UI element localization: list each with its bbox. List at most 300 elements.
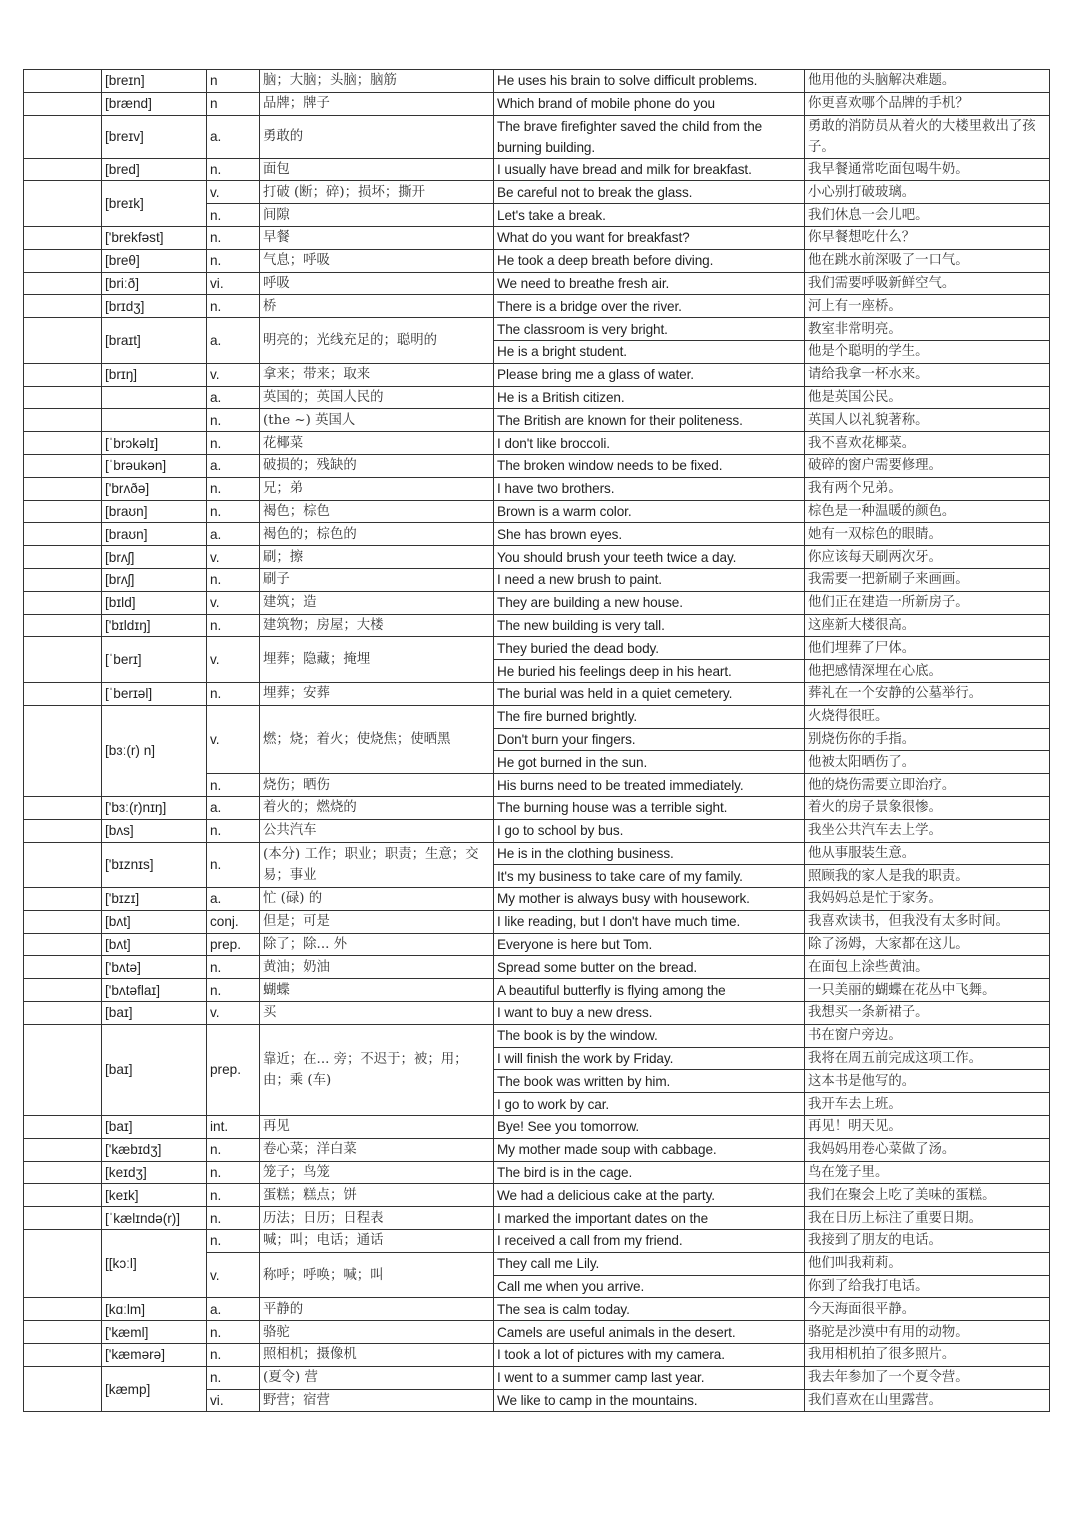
example-chinese-cell: 我开车去上班。 bbox=[805, 1093, 1050, 1116]
table-row bbox=[24, 1184, 1050, 1207]
part-of-speech-cell: n. bbox=[207, 500, 260, 523]
example-english-cell: He got burned in the sun. bbox=[494, 751, 805, 774]
table-row bbox=[24, 546, 1050, 569]
word-cell bbox=[24, 181, 102, 227]
meaning-cell: 照相机；摄像机 bbox=[260, 1344, 494, 1367]
example-chinese-cell: 这座新大楼很高。 bbox=[805, 614, 1050, 637]
meaning-cell: 历法；日历；日程表 bbox=[260, 1207, 494, 1230]
phonetic-cell: [breɪk] bbox=[102, 181, 207, 227]
example-english-cell: The burning house was a terrible sight. bbox=[494, 796, 805, 819]
example-english-cell: The fire burned brightly. bbox=[494, 705, 805, 728]
table-row bbox=[24, 386, 1050, 409]
example-english-cell: My mother is always busy with housework. bbox=[494, 888, 805, 911]
example-chinese-cell: 我不喜欢花椰菜。 bbox=[805, 432, 1050, 455]
word-cell bbox=[24, 842, 102, 888]
table-row bbox=[24, 295, 1050, 318]
example-english-cell: Everyone is here but Tom. bbox=[494, 933, 805, 956]
phonetic-cell: ['brekfəst] bbox=[102, 226, 207, 249]
word-cell bbox=[24, 249, 102, 272]
part-of-speech-cell: n bbox=[207, 92, 260, 115]
part-of-speech-cell: a. bbox=[207, 454, 260, 477]
part-of-speech-cell: n. bbox=[207, 477, 260, 500]
meaning-cell: 埋葬；隐藏；掩埋 bbox=[260, 637, 494, 683]
phonetic-cell: ['bɪzɪ] bbox=[102, 888, 207, 911]
part-of-speech-cell: n. bbox=[207, 1138, 260, 1161]
example-english-cell: I usually have bread and milk for breakfast. bbox=[494, 158, 805, 181]
phonetic-cell: [bɪld] bbox=[102, 591, 207, 614]
word-cell bbox=[24, 910, 102, 933]
table-row bbox=[24, 956, 1050, 979]
word-cell bbox=[24, 386, 102, 409]
example-chinese-cell: 在面包上涂些黄油。 bbox=[805, 956, 1050, 979]
meaning-cell: (本分) 工作；职业；职责；生意；交易；事业 bbox=[260, 842, 494, 888]
example-chinese-cell: 破碎的窗户需要修理。 bbox=[805, 454, 1050, 477]
word-cell bbox=[24, 1002, 102, 1025]
example-english-cell: I need a new brush to paint. bbox=[494, 568, 805, 591]
meaning-cell: 面包 bbox=[260, 158, 494, 181]
example-english-cell: He took a deep breath before diving. bbox=[494, 249, 805, 272]
word-cell bbox=[24, 1138, 102, 1161]
example-chinese-cell: 我接到了朋友的电话。 bbox=[805, 1230, 1050, 1253]
example-english-cell: She has brown eyes. bbox=[494, 523, 805, 546]
meaning-cell: 褐色的；棕色的 bbox=[260, 523, 494, 546]
phonetic-cell: [ˈbrɔkəlɪ] bbox=[102, 432, 207, 455]
part-of-speech-cell: n. bbox=[207, 842, 260, 888]
word-cell bbox=[24, 226, 102, 249]
example-english-cell: The book is by the window. bbox=[494, 1024, 805, 1047]
phonetic-cell: [brɪŋ] bbox=[102, 363, 207, 386]
meaning-cell: 破损的；残缺的 bbox=[260, 454, 494, 477]
meaning-cell: 早餐 bbox=[260, 226, 494, 249]
example-english-cell: There is a bridge over the river. bbox=[494, 295, 805, 318]
part-of-speech-cell: prep. bbox=[207, 1024, 260, 1115]
word-cell bbox=[24, 637, 102, 683]
example-chinese-cell: 再见！明天见。 bbox=[805, 1116, 1050, 1139]
word-cell bbox=[24, 477, 102, 500]
part-of-speech-cell: v. bbox=[207, 637, 260, 683]
phonetic-cell: [bʌt] bbox=[102, 933, 207, 956]
meaning-cell: 平静的 bbox=[260, 1298, 494, 1321]
table-row bbox=[24, 1344, 1050, 1367]
meaning-cell: 埋葬；安葬 bbox=[260, 682, 494, 705]
phonetic-cell bbox=[102, 409, 207, 432]
word-cell bbox=[24, 979, 102, 1002]
phonetic-cell: [breɪv] bbox=[102, 115, 207, 158]
part-of-speech-cell: n. bbox=[207, 204, 260, 227]
example-chinese-cell: 他是个聪明的学生。 bbox=[805, 340, 1050, 363]
phonetic-cell: [kæmp] bbox=[102, 1366, 207, 1412]
table-row bbox=[24, 1161, 1050, 1184]
part-of-speech-cell: n. bbox=[207, 409, 260, 432]
meaning-cell: 品牌；牌子 bbox=[260, 92, 494, 115]
example-chinese-cell: 我用相机拍了很多照片。 bbox=[805, 1344, 1050, 1367]
table-row bbox=[24, 249, 1050, 272]
phonetic-cell: [brʌʃ] bbox=[102, 568, 207, 591]
word-cell bbox=[24, 682, 102, 705]
example-chinese-cell: 勇敢的消防员从着火的大楼里救出了孩子。 bbox=[805, 115, 1050, 158]
example-chinese-cell: 教室非常明亮。 bbox=[805, 318, 1050, 341]
part-of-speech-cell: a. bbox=[207, 318, 260, 364]
meaning-cell: 除了；除... 外 bbox=[260, 933, 494, 956]
table-row bbox=[24, 70, 1050, 93]
table-row bbox=[24, 432, 1050, 455]
word-cell bbox=[24, 1184, 102, 1207]
table-row bbox=[24, 682, 1050, 705]
example-chinese-cell: 我妈妈总是忙于家务。 bbox=[805, 888, 1050, 911]
meaning-cell: 笼子；鸟笼 bbox=[260, 1161, 494, 1184]
table-row bbox=[24, 637, 1050, 660]
meaning-cell: 买 bbox=[260, 1002, 494, 1025]
table-row bbox=[24, 842, 1050, 865]
part-of-speech-cell: n. bbox=[207, 819, 260, 842]
word-cell bbox=[24, 272, 102, 295]
example-english-cell: I go to work by car. bbox=[494, 1093, 805, 1116]
word-cell bbox=[24, 1207, 102, 1230]
part-of-speech-cell: n. bbox=[207, 682, 260, 705]
part-of-speech-cell: n. bbox=[207, 1207, 260, 1230]
example-chinese-cell: 除了汤姆，大家都在这儿。 bbox=[805, 933, 1050, 956]
word-cell bbox=[24, 295, 102, 318]
phonetic-cell: [breɪn] bbox=[102, 70, 207, 93]
part-of-speech-cell: v. bbox=[207, 181, 260, 204]
example-english-cell: Please bring me a glass of water. bbox=[494, 363, 805, 386]
meaning-cell: 建筑物；房屋；大楼 bbox=[260, 614, 494, 637]
word-cell bbox=[24, 1161, 102, 1184]
example-chinese-cell: 你应该每天刷两次牙。 bbox=[805, 546, 1050, 569]
part-of-speech-cell: a. bbox=[207, 888, 260, 911]
phonetic-cell: [bʌs] bbox=[102, 819, 207, 842]
table-row bbox=[24, 888, 1050, 911]
meaning-cell: 勇敢的 bbox=[260, 115, 494, 158]
example-english-cell: The bird is in the cage. bbox=[494, 1161, 805, 1184]
part-of-speech-cell: v. bbox=[207, 363, 260, 386]
phonetic-cell: [braʊn] bbox=[102, 500, 207, 523]
part-of-speech-cell: n. bbox=[207, 1184, 260, 1207]
table-row bbox=[24, 568, 1050, 591]
example-english-cell: They call me Lily. bbox=[494, 1252, 805, 1275]
meaning-cell: 喊；叫；电话；通话 bbox=[260, 1230, 494, 1253]
phonetic-cell: [keɪk] bbox=[102, 1184, 207, 1207]
example-chinese-cell: 我有两个兄弟。 bbox=[805, 477, 1050, 500]
meaning-cell: 燃；烧；着火；使烧焦；使晒黑 bbox=[260, 705, 494, 773]
meaning-cell: 靠近；在... 旁；不迟于；被；用；由；乘 (车) bbox=[260, 1024, 494, 1115]
word-cell bbox=[24, 1298, 102, 1321]
phonetic-cell: [brænd] bbox=[102, 92, 207, 115]
word-cell bbox=[24, 409, 102, 432]
example-english-cell: We like to camp in the mountains. bbox=[494, 1389, 805, 1412]
example-english-cell: I will finish the work by Friday. bbox=[494, 1047, 805, 1070]
table-row bbox=[24, 1138, 1050, 1161]
word-cell bbox=[24, 523, 102, 546]
example-english-cell: He is a bright student. bbox=[494, 340, 805, 363]
meaning-cell: 蛋糕；糕点；饼 bbox=[260, 1184, 494, 1207]
example-chinese-cell: 骆驼是沙漠中有用的动物。 bbox=[805, 1321, 1050, 1344]
example-chinese-cell: 火烧得很旺。 bbox=[805, 705, 1050, 728]
example-chinese-cell: 我们喜欢在山里露营。 bbox=[805, 1389, 1050, 1412]
part-of-speech-cell: v. bbox=[207, 546, 260, 569]
table-row bbox=[24, 523, 1050, 546]
example-english-cell: I marked the important dates on the bbox=[494, 1207, 805, 1230]
part-of-speech-cell: n. bbox=[207, 249, 260, 272]
word-cell bbox=[24, 614, 102, 637]
word-cell bbox=[24, 888, 102, 911]
phonetic-cell: [braʊn] bbox=[102, 523, 207, 546]
example-chinese-cell: 一只美丽的蝴蝶在花丛中飞舞。 bbox=[805, 979, 1050, 1002]
example-chinese-cell: 你更喜欢哪个品牌的手机？ bbox=[805, 92, 1050, 115]
example-chinese-cell: 棕色是一种温暖的颜色。 bbox=[805, 500, 1050, 523]
example-english-cell: His burns need to be treated immediately. bbox=[494, 774, 805, 797]
part-of-speech-cell: n. bbox=[207, 614, 260, 637]
example-english-cell: Brown is a warm color. bbox=[494, 500, 805, 523]
phonetic-cell: ['kæbɪdʒ] bbox=[102, 1138, 207, 1161]
table-row bbox=[24, 1002, 1050, 1025]
table-row bbox=[24, 979, 1050, 1002]
example-chinese-cell: 照顾我的家人是我的职责。 bbox=[805, 865, 1050, 888]
part-of-speech-cell: n. bbox=[207, 979, 260, 1002]
example-chinese-cell: 我喜欢读书，但我没有太多时间。 bbox=[805, 910, 1050, 933]
example-english-cell: It's my business to take care of my family. bbox=[494, 865, 805, 888]
meaning-cell: 野营；宿营 bbox=[260, 1389, 494, 1412]
table-row bbox=[24, 92, 1050, 115]
part-of-speech-cell: a. bbox=[207, 523, 260, 546]
example-english-cell: My mother made soup with cabbage. bbox=[494, 1138, 805, 1161]
phonetic-cell: ['kæmərə] bbox=[102, 1344, 207, 1367]
example-chinese-cell: 我们需要呼吸新鲜空气。 bbox=[805, 272, 1050, 295]
part-of-speech-cell: n. bbox=[207, 226, 260, 249]
word-cell bbox=[24, 1024, 102, 1115]
example-chinese-cell: 她有一双棕色的眼睛。 bbox=[805, 523, 1050, 546]
example-chinese-cell: 我妈妈用卷心菜做了汤。 bbox=[805, 1138, 1050, 1161]
table-row bbox=[24, 1366, 1050, 1389]
example-chinese-cell: 他把感情深埋在心底。 bbox=[805, 660, 1050, 683]
meaning-cell: 公共汽车 bbox=[260, 819, 494, 842]
meaning-cell: 刷子 bbox=[260, 568, 494, 591]
table-row bbox=[24, 1321, 1050, 1344]
example-english-cell: You should brush your teeth twice a day. bbox=[494, 546, 805, 569]
example-chinese-cell: 今天海面很平静。 bbox=[805, 1298, 1050, 1321]
meaning-cell: 蝴蝶 bbox=[260, 979, 494, 1002]
table-row bbox=[24, 591, 1050, 614]
part-of-speech-cell: conj. bbox=[207, 910, 260, 933]
vocabulary-table-body bbox=[24, 70, 1050, 1412]
example-english-cell: They buried the dead body. bbox=[494, 637, 805, 660]
example-chinese-cell: 别烧伤你的手指。 bbox=[805, 728, 1050, 751]
phonetic-cell: [ˈberɪ] bbox=[102, 637, 207, 683]
phonetic-cell: [bred] bbox=[102, 158, 207, 181]
example-english-cell: I went to a summer camp last year. bbox=[494, 1366, 805, 1389]
example-english-cell: Be careful not to break the glass. bbox=[494, 181, 805, 204]
table-row bbox=[24, 409, 1050, 432]
table-row bbox=[24, 115, 1050, 158]
example-chinese-cell: 他被太阳晒伤了。 bbox=[805, 751, 1050, 774]
phonetic-cell: [ˈberɪəl] bbox=[102, 682, 207, 705]
phonetic-cell: [bɜː(r) n] bbox=[102, 705, 207, 796]
example-chinese-cell: 我早餐通常吃面包喝牛奶。 bbox=[805, 158, 1050, 181]
meaning-cell: 呼吸 bbox=[260, 272, 494, 295]
example-english-cell: The classroom is very bright. bbox=[494, 318, 805, 341]
phonetic-cell: [briːð] bbox=[102, 272, 207, 295]
word-cell bbox=[24, 1116, 102, 1139]
table-row bbox=[24, 1298, 1050, 1321]
word-cell bbox=[24, 1366, 102, 1412]
word-cell bbox=[24, 432, 102, 455]
example-chinese-cell: 我在日历上标注了重要日期。 bbox=[805, 1207, 1050, 1230]
table-row bbox=[24, 318, 1050, 341]
part-of-speech-cell: a. bbox=[207, 1298, 260, 1321]
example-chinese-cell: 我去年参加了一个夏令营。 bbox=[805, 1366, 1050, 1389]
phonetic-cell: ['bʌtə] bbox=[102, 956, 207, 979]
example-chinese-cell: 他是英国公民。 bbox=[805, 386, 1050, 409]
phonetic-cell bbox=[102, 386, 207, 409]
example-english-cell: I received a call from my friend. bbox=[494, 1230, 805, 1253]
part-of-speech-cell: n. bbox=[207, 1230, 260, 1253]
word-cell bbox=[24, 956, 102, 979]
example-chinese-cell: 我想买一条新裙子。 bbox=[805, 1002, 1050, 1025]
part-of-speech-cell: vi. bbox=[207, 1389, 260, 1412]
example-chinese-cell: 着火的房子景象很惨。 bbox=[805, 796, 1050, 819]
meaning-cell: 打破 (断；碎)；损坏；撕开 bbox=[260, 181, 494, 204]
meaning-cell: 间隙 bbox=[260, 204, 494, 227]
example-chinese-cell: 我将在周五前完成这项工作。 bbox=[805, 1047, 1050, 1070]
meaning-cell: 烧伤；晒伤 bbox=[260, 774, 494, 797]
table-row bbox=[24, 705, 1050, 728]
phonetic-cell: ['bɜː(r)nɪŋ] bbox=[102, 796, 207, 819]
phonetic-cell: [baɪ] bbox=[102, 1002, 207, 1025]
meaning-cell: 拿来；带来；取来 bbox=[260, 363, 494, 386]
example-english-cell: I want to buy a new dress. bbox=[494, 1002, 805, 1025]
part-of-speech-cell: vi. bbox=[207, 272, 260, 295]
word-cell bbox=[24, 500, 102, 523]
word-cell bbox=[24, 454, 102, 477]
example-english-cell: The new building is very tall. bbox=[494, 614, 805, 637]
word-cell bbox=[24, 1344, 102, 1367]
part-of-speech-cell: n. bbox=[207, 432, 260, 455]
word-cell bbox=[24, 363, 102, 386]
part-of-speech-cell: v. bbox=[207, 1252, 260, 1298]
word-cell bbox=[24, 796, 102, 819]
meaning-cell: 骆驼 bbox=[260, 1321, 494, 1344]
example-english-cell: The brave firefighter saved the child from the burning building. bbox=[494, 115, 805, 158]
phonetic-cell: ['bʌtəflaɪ] bbox=[102, 979, 207, 1002]
meaning-cell: 但是；可是 bbox=[260, 910, 494, 933]
example-english-cell: Let's take a break. bbox=[494, 204, 805, 227]
word-cell bbox=[24, 115, 102, 158]
phonetic-cell: [ˈbrəukən] bbox=[102, 454, 207, 477]
example-english-cell: A beautiful butterfly is flying among the bbox=[494, 979, 805, 1002]
table-row bbox=[24, 272, 1050, 295]
example-chinese-cell: 你早餐想吃什么？ bbox=[805, 226, 1050, 249]
part-of-speech-cell: v. bbox=[207, 591, 260, 614]
word-cell bbox=[24, 92, 102, 115]
example-chinese-cell: 他从事服装生意。 bbox=[805, 842, 1050, 865]
example-chinese-cell: 葬礼在一个安静的公墓举行。 bbox=[805, 682, 1050, 705]
example-english-cell: The burial was held in a quiet cemetery. bbox=[494, 682, 805, 705]
example-chinese-cell: 小心别打破玻璃。 bbox=[805, 181, 1050, 204]
phonetic-cell: [brɪdʒ] bbox=[102, 295, 207, 318]
table-row bbox=[24, 363, 1050, 386]
part-of-speech-cell: v. bbox=[207, 1002, 260, 1025]
example-chinese-cell: 他们正在建造一所新房子。 bbox=[805, 591, 1050, 614]
table-row bbox=[24, 1024, 1050, 1047]
meaning-cell: 着火的；燃烧的 bbox=[260, 796, 494, 819]
vocabulary-table bbox=[23, 69, 1050, 1412]
example-chinese-cell: 他用他的头脑解决难题。 bbox=[805, 70, 1050, 93]
phonetic-cell: ['brʌðə] bbox=[102, 477, 207, 500]
example-english-cell: I go to school by bus. bbox=[494, 819, 805, 842]
example-chinese-cell: 我们休息一会儿吧。 bbox=[805, 204, 1050, 227]
phonetic-cell: [baɪ] bbox=[102, 1024, 207, 1115]
phonetic-cell: [[kɔːl] bbox=[102, 1230, 207, 1298]
example-english-cell: The sea is calm today. bbox=[494, 1298, 805, 1321]
table-row bbox=[24, 796, 1050, 819]
example-english-cell: He buried his feelings deep in his heart. bbox=[494, 660, 805, 683]
example-english-cell: Spread some butter on the bread. bbox=[494, 956, 805, 979]
phonetic-cell: [breθ] bbox=[102, 249, 207, 272]
example-chinese-cell: 你到了给我打电话。 bbox=[805, 1275, 1050, 1298]
example-english-cell: The broken window needs to be fixed. bbox=[494, 454, 805, 477]
part-of-speech-cell: n. bbox=[207, 295, 260, 318]
meaning-cell: 再见 bbox=[260, 1116, 494, 1139]
example-chinese-cell: 我们在聚会上吃了美味的蛋糕。 bbox=[805, 1184, 1050, 1207]
example-english-cell: He is a British citizen. bbox=[494, 386, 805, 409]
part-of-speech-cell: n. bbox=[207, 956, 260, 979]
example-chinese-cell: 英国人以礼貌著称。 bbox=[805, 409, 1050, 432]
example-chinese-cell: 他在跳水前深吸了一口气。 bbox=[805, 249, 1050, 272]
table-row bbox=[24, 1207, 1050, 1230]
part-of-speech-cell: n. bbox=[207, 568, 260, 591]
table-row bbox=[24, 454, 1050, 477]
example-english-cell: Which brand of mobile phone do you bbox=[494, 92, 805, 115]
word-cell bbox=[24, 318, 102, 364]
part-of-speech-cell: n. bbox=[207, 158, 260, 181]
table-row bbox=[24, 819, 1050, 842]
part-of-speech-cell: int. bbox=[207, 1116, 260, 1139]
phonetic-cell: [baɪ] bbox=[102, 1116, 207, 1139]
part-of-speech-cell: n. bbox=[207, 1366, 260, 1389]
meaning-cell: 明亮的；光线充足的；聪明的 bbox=[260, 318, 494, 364]
meaning-cell: 英国的；英国人民的 bbox=[260, 386, 494, 409]
meaning-cell: (the ~) 英国人 bbox=[260, 409, 494, 432]
meaning-cell: 卷心菜；洋白菜 bbox=[260, 1138, 494, 1161]
meaning-cell: 花椰菜 bbox=[260, 432, 494, 455]
example-english-cell: Call me when you arrive. bbox=[494, 1275, 805, 1298]
example-chinese-cell: 我需要一把新刷子来画画。 bbox=[805, 568, 1050, 591]
example-chinese-cell: 书在窗户旁边。 bbox=[805, 1024, 1050, 1047]
meaning-cell: (夏令) 营 bbox=[260, 1366, 494, 1389]
part-of-speech-cell: n. bbox=[207, 1161, 260, 1184]
table-row bbox=[24, 477, 1050, 500]
meaning-cell: 兄；弟 bbox=[260, 477, 494, 500]
example-english-cell: I don't like broccoli. bbox=[494, 432, 805, 455]
part-of-speech-cell: prep. bbox=[207, 933, 260, 956]
meaning-cell: 建筑；造 bbox=[260, 591, 494, 614]
meaning-cell: 气息；呼吸 bbox=[260, 249, 494, 272]
example-chinese-cell: 我坐公共汽车去上学。 bbox=[805, 819, 1050, 842]
phonetic-cell: ['bɪznɪs] bbox=[102, 842, 207, 888]
table-row bbox=[24, 181, 1050, 204]
part-of-speech-cell: n. bbox=[207, 1321, 260, 1344]
example-english-cell: The British are known for their politeness. bbox=[494, 409, 805, 432]
meaning-cell: 刷；擦 bbox=[260, 546, 494, 569]
table-row bbox=[24, 1116, 1050, 1139]
example-english-cell: What do you want for breakfast? bbox=[494, 226, 805, 249]
phonetic-cell: [kɑːlm] bbox=[102, 1298, 207, 1321]
example-chinese-cell: 他的烧伤需要立即治疗。 bbox=[805, 774, 1050, 797]
example-english-cell: Bye! See you tomorrow. bbox=[494, 1116, 805, 1139]
example-chinese-cell: 请给我拿一杯水来。 bbox=[805, 363, 1050, 386]
word-cell bbox=[24, 158, 102, 181]
part-of-speech-cell: n. bbox=[207, 1344, 260, 1367]
